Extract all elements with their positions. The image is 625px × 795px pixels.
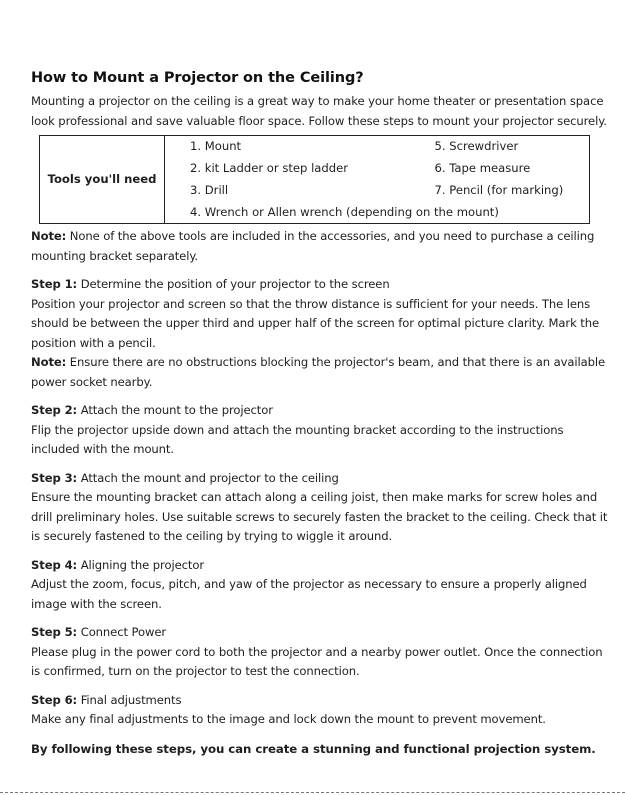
step-label: Step 6: [31, 692, 78, 707]
step-heading [31, 469, 609, 489]
step-1-section [31, 275, 609, 392]
step-3-section [31, 469, 609, 547]
intro-paragraph: Mounting a projector on the ceiling is a great way to make your home theater or presentation space look professional and save valuable floor space. Follow these steps to mount your projector securely. [31, 94, 607, 128]
step-title: Final adjustments [77, 692, 182, 707]
tool-item: 5. Screwdriver [434, 139, 519, 153]
step-text: Adjust the zoom, focus, pitch, and yaw of the projector as necessary to ensure a properly aligned image with the screen. [31, 577, 587, 611]
step-2-section [31, 401, 609, 460]
step-label: Step 3: [31, 470, 78, 485]
note-label: Note: [31, 229, 67, 243]
step-label: Step 4: [31, 557, 78, 572]
step-heading [31, 691, 609, 711]
step-text: Flip the projector upside down and attach the mounting bracket according to the instructions included with the mount. [31, 422, 564, 456]
tool-item: 4. Wrench or Allen wrench (depending on the mount) [190, 204, 499, 219]
page-title: How to Mount a Projector on the Ceiling? [31, 70, 364, 86]
step-title: Attach the mount and projector to the ceiling [77, 470, 339, 485]
step-text: Position your projector and screen so that the throw distance is sufficient for your needs. The lens should be between the upper third and upper half of the screen for optimal picture clarity. Mark the position with a pencil. [31, 296, 600, 350]
note-text: None of the above tools are included in the accessories, and you need to purchase a ceiling mounting bracket separately. [31, 229, 595, 263]
note-label: Note: [31, 355, 67, 369]
document-page [31, 69, 609, 759]
tool-item: 7. Pencil (for marking) [434, 182, 564, 197]
step-heading [31, 556, 609, 576]
step-heading [31, 401, 609, 421]
tools-table [39, 135, 590, 224]
step-title: Determine the position of your projector to the screen [77, 277, 390, 291]
tools-label: Tools you'll need [40, 136, 165, 224]
tool-item: 2. kit Ladder or step ladder [190, 160, 349, 175]
step-title: Aligning the projector [77, 557, 204, 572]
step-note [31, 353, 609, 392]
tools-note [31, 227, 609, 266]
tool-item: 6. Tape measure [434, 160, 531, 175]
note-text: Ensure there are no obstructions blocking the projector's beam, and that there is an available power socket nearby. [31, 355, 606, 389]
step-6-section [31, 691, 609, 730]
tool-item: 1. Mount [190, 139, 242, 153]
step-4-section [31, 556, 609, 615]
step-text: Please plug in the power cord to both the projector and a nearby power outlet. Once the connection is confirmed, turn on the projector to test the connection. [31, 644, 603, 678]
step-label: Step 5: [31, 625, 78, 639]
step-text: Make any final adjustments to the image and lock down the mount to prevent movement. [31, 712, 546, 726]
step-title: Attach the mount to the projector [77, 403, 273, 417]
step-heading [31, 275, 609, 295]
step-label: Step 2: [31, 403, 78, 417]
step-text: Ensure the mounting bracket can attach along a ceiling joist, then make marks for screw holes and drill preliminary holes. Use suitable screws to securely fasten the bracket to the ceiling. Check that it is securely fastened to the ceiling by trying to wiggle it around. [31, 490, 608, 543]
step-title: Connect Power [77, 625, 167, 639]
closing-statement: By following these steps, you can create a stunning and functional projection system. [31, 741, 596, 756]
step-label: Step 1: [31, 277, 78, 291]
step-heading [31, 623, 609, 643]
step-5-section [31, 623, 609, 682]
tool-item: 3. Drill [190, 182, 229, 197]
page-bottom-divider [0, 792, 625, 793]
